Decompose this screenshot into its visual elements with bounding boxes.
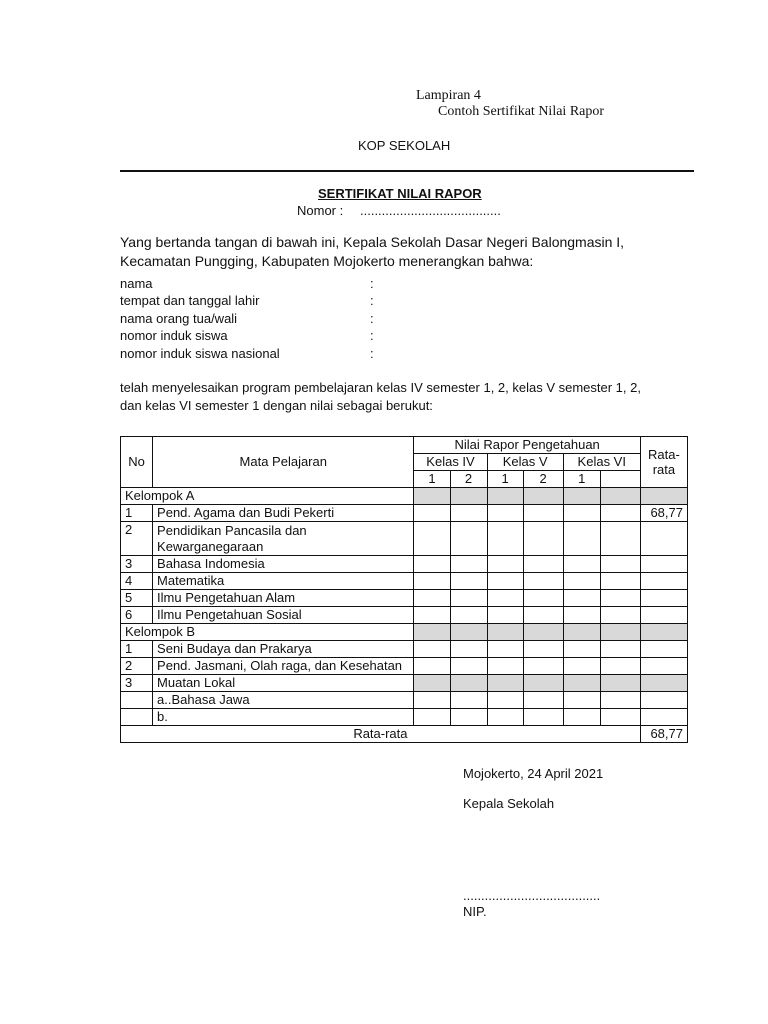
header-kelas-vi: Kelas VI xyxy=(563,454,640,471)
field-label-parent: nama orang tua/wali xyxy=(120,311,238,326)
row-no: 4 xyxy=(121,573,153,590)
field-label-nisn: nomor induk siswa nasional xyxy=(120,346,280,361)
header-semester: 1 xyxy=(487,471,523,488)
header-semester-empty xyxy=(600,471,640,488)
row-average xyxy=(640,692,687,709)
row-average xyxy=(640,522,687,556)
group-row xyxy=(121,488,688,505)
table-row xyxy=(121,505,688,522)
header-semester: 2 xyxy=(450,471,487,488)
row-average xyxy=(640,590,687,607)
group-row xyxy=(121,624,688,641)
row-subject: Matematika xyxy=(153,573,414,590)
row-no: 2 xyxy=(121,658,153,675)
table-row xyxy=(121,709,688,726)
row-average xyxy=(640,709,687,726)
outro-line-1: telah menyelesaikan program pembelajaran kelas IV semester 1, 2, kelas V semester 1, 2, xyxy=(120,380,641,395)
header-kelas-v: Kelas V xyxy=(487,454,563,471)
row-subject: Pendidikan Pancasila dan Kewarganegaraan xyxy=(153,522,414,556)
table-row xyxy=(121,675,688,692)
intro-line-2: Kecamatan Pungging, Kabupaten Mojokerto menerangkan bahwa: xyxy=(120,253,534,269)
row-no: 5 xyxy=(121,590,153,607)
field-label-birth: tempat dan tanggal lahir xyxy=(120,293,260,308)
row-no: 1 xyxy=(121,641,153,658)
intro-line-1: Yang bertanda tangan di bawah ini, Kepala Sekolah Dasar Negeri Balongmasin I, xyxy=(120,234,625,250)
row-no: 3 xyxy=(121,556,153,573)
row-no: 3 xyxy=(121,675,153,692)
signer-role: Kepala Sekolah xyxy=(463,796,555,811)
field-colon: : xyxy=(370,328,374,343)
place-date: Mojokerto, 24 April 2021 xyxy=(463,766,604,781)
row-average xyxy=(640,641,687,658)
table-row xyxy=(121,573,688,590)
header-grade-group: Nilai Rapor Pengetahuan xyxy=(414,437,640,454)
header-semester: 2 xyxy=(523,471,563,488)
average-row xyxy=(121,726,688,743)
row-subject: Pend. Agama dan Budi Pekerti xyxy=(153,505,414,522)
table-row xyxy=(121,641,688,658)
field-colon: : xyxy=(370,346,374,361)
group-label: Kelompok A xyxy=(121,488,414,505)
row-no: 1 xyxy=(121,505,153,522)
header-semester: 1 xyxy=(563,471,600,488)
outro-line-2: dan kelas VI semester 1 dengan nilai sebagai berukut: xyxy=(120,398,433,413)
row-subject: Bahasa Indomesia xyxy=(153,556,414,573)
row-subject: b. xyxy=(153,709,414,726)
row-subject: Pend. Jasmani, Olah raga, dan Kesehatan xyxy=(153,658,414,675)
row-no xyxy=(121,692,153,709)
table-row xyxy=(121,522,688,556)
row-subject: Ilmu Pengetahuan Sosial xyxy=(153,607,414,624)
row-no xyxy=(121,709,153,726)
header-no: No xyxy=(121,437,153,488)
footer-label: Rata-rata xyxy=(121,726,641,743)
attachment-caption: Contoh Sertifikat Nilai Rapor xyxy=(438,104,605,119)
lampiran-label: Lampiran 4 xyxy=(416,88,481,103)
header-semester: 1 xyxy=(414,471,450,488)
letterhead-divider xyxy=(120,170,694,172)
row-subject: Muatan Lokal xyxy=(153,675,414,692)
field-label-nama: nama xyxy=(120,276,153,291)
table-row xyxy=(121,556,688,573)
header-average: Rata-rata xyxy=(640,437,687,488)
field-label-nis: nomor induk siswa xyxy=(120,328,228,343)
field-colon: : xyxy=(370,276,374,291)
nip-label: NIP. xyxy=(463,904,487,919)
row-no: 6 xyxy=(121,607,153,624)
signature-line: ...................................... xyxy=(463,888,601,903)
row-average xyxy=(640,556,687,573)
table-row xyxy=(121,692,688,709)
header-subject: Mata Pelajaran xyxy=(153,437,414,488)
table-row xyxy=(121,607,688,624)
row-average xyxy=(640,658,687,675)
row-average xyxy=(640,607,687,624)
row-no: 2 xyxy=(121,522,153,556)
row-average xyxy=(640,573,687,590)
grades-table xyxy=(120,436,688,743)
header-kelas-iv: Kelas IV xyxy=(414,454,487,471)
school-letterhead: KOP SEKOLAH xyxy=(358,138,451,153)
row-subject: a..Bahasa Jawa xyxy=(153,692,414,709)
table-row xyxy=(121,590,688,607)
field-colon: : xyxy=(370,293,374,308)
group-label: Kelompok B xyxy=(121,624,414,641)
number-value: ....................................... xyxy=(360,203,501,218)
number-label: Nomor : xyxy=(297,203,344,218)
row-average: 68,77 xyxy=(640,505,687,522)
footer-average: 68,77 xyxy=(640,726,687,743)
row-subject: Ilmu Pengetahuan Alam xyxy=(153,590,414,607)
table-row xyxy=(121,658,688,675)
row-subject: Seni Budaya dan Prakarya xyxy=(153,641,414,658)
field-colon: : xyxy=(370,311,374,326)
certificate-title: SERTIFIKAT NILAI RAPOR xyxy=(318,186,482,201)
